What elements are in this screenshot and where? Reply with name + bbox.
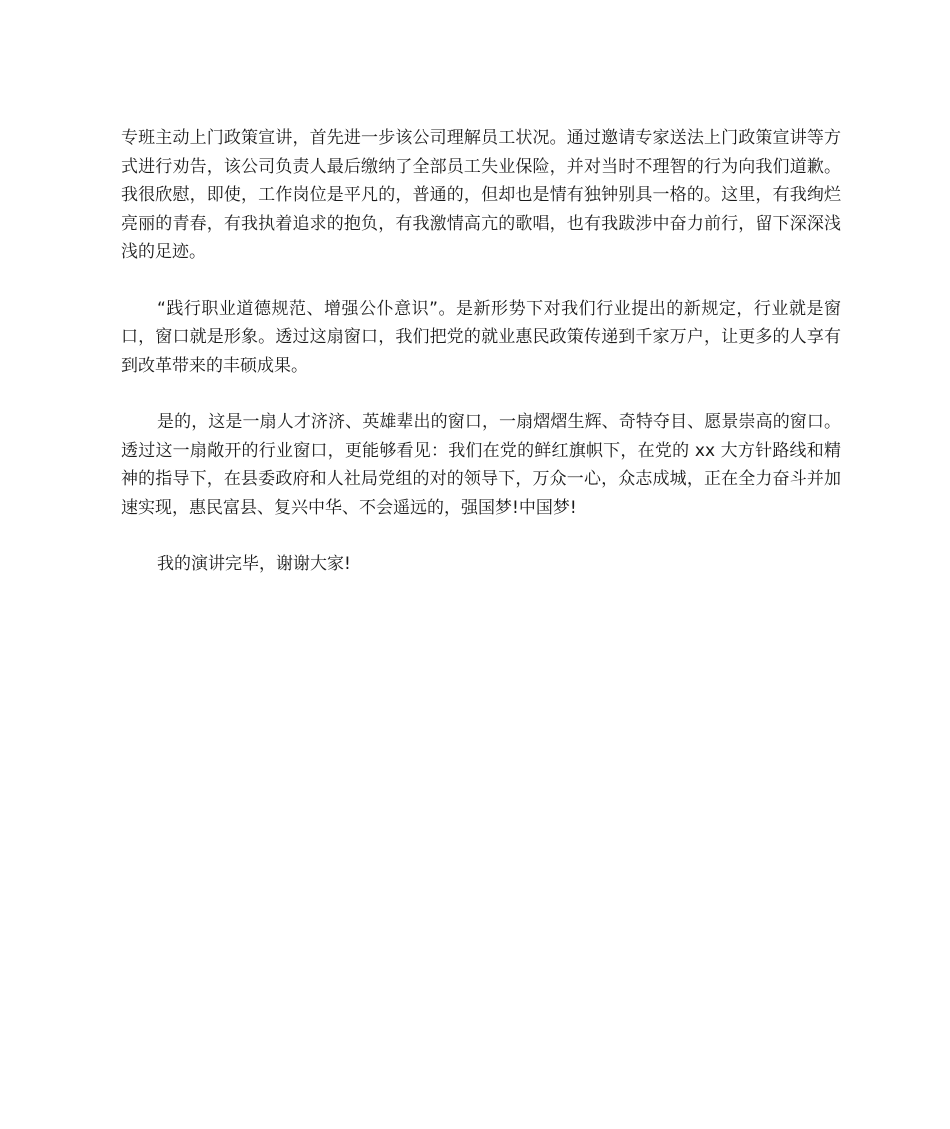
- paragraph-3: 是的，这是一扇人才济济、英雄辈出的窗口，一扇熠熠生辉、奇特夺目、愿景崇高的窗口。透过这一扇敞开的行业窗口，更能够看见：我们在党的鲜红旗帜下，在党的 xx 大方针路线和精神的指导下，在县委政府和人社局党组的对的领导下，万众一心，众志成城，正在全力奋斗并加速实现，惠民富县、复兴中华、不会遥远的，强国梦!中国梦!: [121, 412, 841, 518]
- paragraph-2: “践行职业道德规范、增强公仆意识”。是新形势下对我们行业提出的新规定，行业就是窗口，窗口就是形象。透过这扇窗口，我们把党的就业惠民政策传递到千家万户，让更多的人享有到改革带来的丰硕成果。: [121, 298, 841, 376]
- document-body: [121, 124, 841, 607]
- paragraph-1: 专班主动上门政策宣讲，首先进一步该公司理解员工状况。通过邀请专家送法上门政策宣讲等方式进行劝告，该公司负责人最后缴纳了全部员工失业保险，并对当时不理智的行为向我们道歉。我很欣慰，即使，工作岗位是平凡的，普通的，但却也是情有独钟别具一格的。这里，有我绚烂亮丽的青春，有我执着追求的抱负，有我激情高亢的歌唱，也有我跋涉中奋力前行，留下深深浅浅的足迹。: [121, 128, 841, 262]
- paragraph-4: 我的演讲完毕，谢谢大家!: [157, 554, 351, 574]
